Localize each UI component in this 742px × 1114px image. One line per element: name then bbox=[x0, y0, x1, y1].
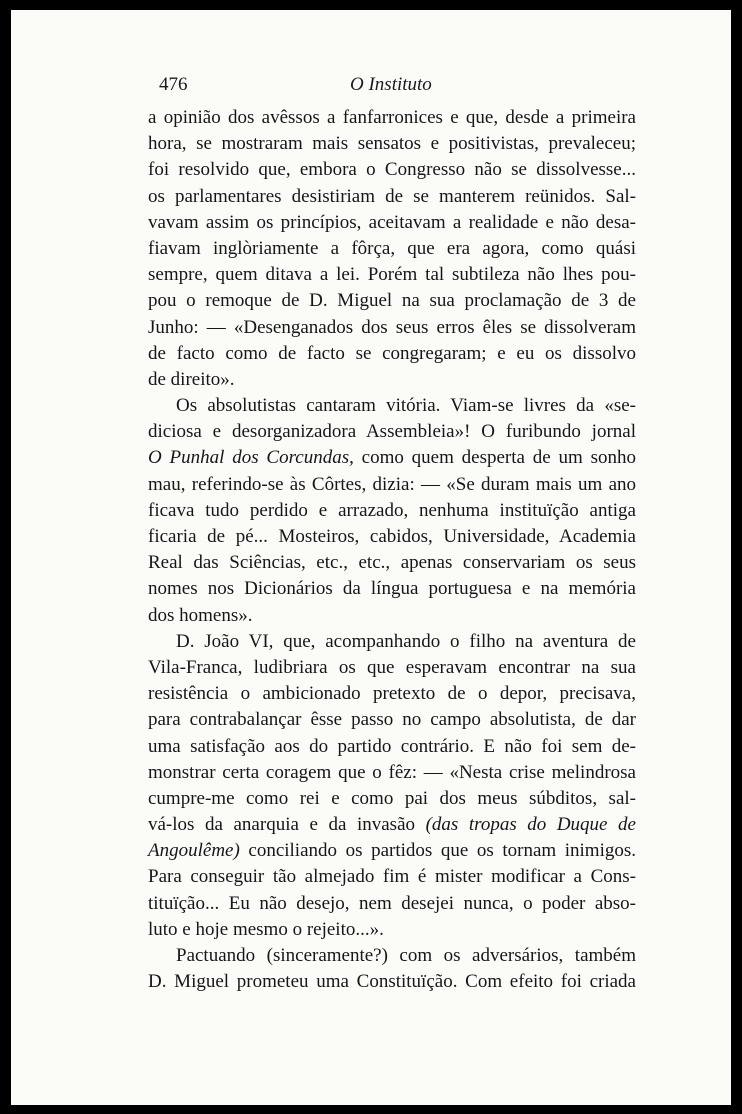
text-line: nomes nos Dicionários da língua portuguesa e na memória bbox=[148, 578, 636, 600]
text-line bbox=[148, 812, 636, 838]
text-line: Os absolutistas cantaram vitória. Viam-se livres da «se- bbox=[176, 395, 636, 417]
text-line: ficava tudo perdido e arrazado, nenhuma instituïção antiga bbox=[148, 499, 636, 521]
paragraph bbox=[148, 943, 636, 995]
paragraph bbox=[148, 393, 636, 629]
text-line: a opinião dos avêssos a fanfarronices e que, desde a primeira bbox=[148, 107, 636, 128]
italic-segment: (das tropas do Duque de bbox=[425, 814, 636, 836]
text-line: foi resolvido que, embora o Congresso não se dissolvesse... bbox=[148, 159, 636, 181]
text-line bbox=[148, 445, 636, 471]
page-number: 476 bbox=[159, 74, 188, 95]
newspaper-title: O Punhal dos Corcundas bbox=[148, 447, 350, 469]
body-text bbox=[148, 105, 636, 995]
italic-segment: Angoulême) bbox=[148, 840, 240, 862]
text-line bbox=[148, 838, 636, 864]
text-segment: conciliando os partidos que os tornam inimigos. bbox=[239, 840, 636, 862]
text-line: mau, referindo-se às Côrtes, dizia: — «Se duram mais um ano bbox=[148, 473, 636, 495]
paragraph bbox=[148, 105, 636, 393]
text-line: hora, se mostraram mais sensatos e positivistas, prevaleceu; bbox=[148, 133, 636, 155]
text-line: uma satisfação aos do partido contrário. E não foi sem de- bbox=[148, 735, 636, 757]
text-line: vavam assim os princípios, aceitavam a realidade e não desa- bbox=[148, 211, 636, 233]
text-line: dos homens». bbox=[148, 604, 253, 626]
text-line: tituïção... Eu não desejo, nem desejei nunca, o poder abso- bbox=[148, 892, 636, 914]
running-title: O Instituto bbox=[350, 74, 432, 95]
text-line: Junho: — «Desenganados dos seus erros êles se dissolveram bbox=[148, 316, 636, 338]
text-line: Para conseguir tão almejado fim é mister modificar a Cons- bbox=[148, 866, 636, 888]
text-line: cumpre-me como rei e como pai dos meus súbditos, sal- bbox=[148, 787, 636, 809]
text-line: ficaria de pé... Mosteiros, cabidos, Universidade, Academia bbox=[148, 526, 636, 547]
text-line: pou o remoque de D. Miguel na sua proclamação de 3 de bbox=[148, 290, 636, 312]
text-line: monstrar certa coragem que o fêz: — «Nesta crise melindrosa bbox=[148, 761, 636, 783]
text-line: os parlamentares desistiriam de se manterem reünidos. Sal- bbox=[148, 185, 636, 207]
text-line: de direito». bbox=[148, 368, 235, 390]
text-segment: vá-los da anarquia e da invasão bbox=[148, 814, 426, 836]
text-line: sempre, quem ditava a lei. Porém tal subtileza não lhes pou- bbox=[148, 264, 636, 286]
text-line: Pactuando (sinceramente?) com os adversários, também bbox=[176, 945, 636, 966]
text-line: de facto como de facto se congregaram; e eu os dissolvo bbox=[148, 342, 636, 364]
text-line: Real das Sciências, etc., etc., apenas conservariam os seus bbox=[148, 552, 636, 574]
text-line: diciosa e desorganizadora Assembleia»! O furibundo jornal bbox=[148, 421, 636, 443]
text-line: luto e hoje mesmo o rejeito...». bbox=[148, 918, 384, 940]
text-line: D. João VI, que, acompanhando o filho na aventura de bbox=[176, 630, 636, 652]
paragraph bbox=[148, 629, 636, 943]
text-segment: , como quem desperta de um sonho bbox=[349, 447, 636, 469]
text-line: para contrabalançar êsse passo no campo absolutista, de dar bbox=[148, 709, 636, 731]
text-line: resistência o ambicionado pretexto de o depor, precisava, bbox=[148, 683, 636, 705]
text-line: fiavam inglòriamente a fôrça, que era agora, como quási bbox=[148, 237, 636, 259]
text-line: D. Miguel prometeu uma Constituïção. Com efeito foi criada bbox=[148, 971, 636, 993]
text-line: Vila-Franca, ludibriara os que esperavam encontrar na sua bbox=[148, 656, 636, 678]
page-header bbox=[159, 74, 639, 104]
